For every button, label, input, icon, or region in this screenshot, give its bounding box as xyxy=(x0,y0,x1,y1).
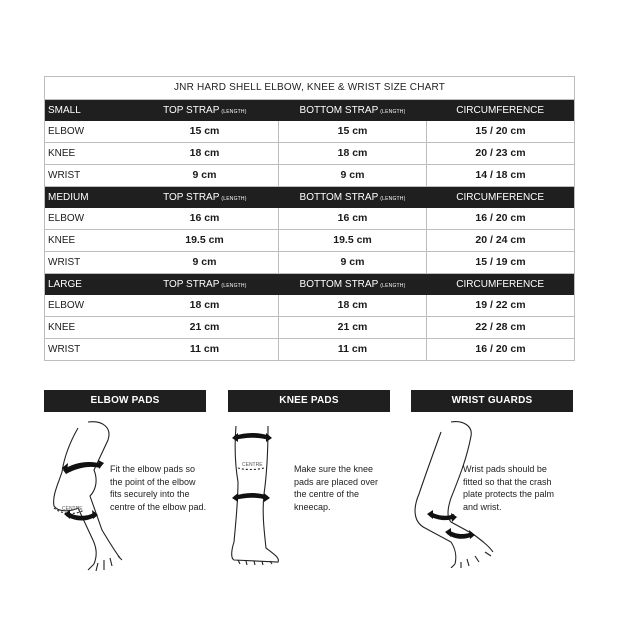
top-strap-value: 11 cm xyxy=(189,343,220,355)
table-row xyxy=(45,121,574,143)
part-label: ELBOW xyxy=(48,300,85,311)
part-label: WRIST xyxy=(48,257,81,268)
top-strap-value: 16 cm xyxy=(189,212,220,224)
circumference-value: 16 / 20 cm xyxy=(426,339,574,360)
part-label: ELBOW xyxy=(48,126,85,137)
col-top-strap: TOP STRAP (LENGTH) xyxy=(163,192,247,203)
size-label: LARGE xyxy=(48,279,82,290)
col-bottom-strap: BOTTOM STRAP (LENGTH) xyxy=(299,279,406,290)
circumference-value: 19 / 22 cm xyxy=(426,295,574,316)
circumference-value: 15 / 19 cm xyxy=(426,252,574,273)
bottom-strap-value: 15 cm xyxy=(278,121,426,142)
circumference-value: 16 / 20 cm xyxy=(426,208,574,229)
size-chart-title: JNR HARD SHELL ELBOW, KNEE & WRIST SIZE CHART xyxy=(45,77,574,100)
col-bottom-strap: BOTTOM STRAP (LENGTH) xyxy=(299,192,406,203)
size-header-large xyxy=(45,274,574,295)
table-row xyxy=(45,339,574,360)
top-strap-value: 21 cm xyxy=(189,321,220,333)
bottom-strap-value: 9 cm xyxy=(278,165,426,186)
col-circumference: CIRCUMFERENCE xyxy=(456,105,545,116)
size-label: MEDIUM xyxy=(48,192,89,203)
top-strap-value: 18 cm xyxy=(189,147,220,159)
elbow-pads-title: ELBOW PADS xyxy=(44,390,206,412)
centre-label: CENTRE xyxy=(62,506,83,512)
bottom-strap-value: 11 cm xyxy=(278,339,426,360)
table-row xyxy=(45,295,574,317)
top-strap-value: 19.5 cm xyxy=(185,234,224,246)
bottom-strap-value: 9 cm xyxy=(278,252,426,273)
leg-knee-icon xyxy=(228,420,288,575)
table-row xyxy=(45,252,574,274)
table-row xyxy=(45,230,574,252)
size-header-small xyxy=(45,100,574,121)
part-label: ELBOW xyxy=(48,213,85,224)
col-circumference: CIRCUMFERENCE xyxy=(456,279,545,290)
col-bottom-strap: BOTTOM STRAP (LENGTH) xyxy=(299,105,406,116)
part-label: KNEE xyxy=(48,148,76,159)
top-strap-value: 18 cm xyxy=(189,299,220,311)
table-row xyxy=(45,143,574,165)
circumference-value: 20 / 24 cm xyxy=(426,230,574,251)
circumference-value: 15 / 20 cm xyxy=(426,121,574,142)
size-header-medium xyxy=(45,187,574,208)
arm-wrist-icon xyxy=(411,418,501,568)
elbow-pads-note: Fit the elbow pads so the point of the elbow fits securely into the centre of the elbow pad. xyxy=(110,464,207,512)
top-strap-value: 9 cm xyxy=(192,256,217,268)
part-label: KNEE xyxy=(48,235,76,246)
top-strap-value: 15 cm xyxy=(189,125,220,137)
part-label: KNEE xyxy=(48,322,76,333)
bottom-strap-value: 19.5 cm xyxy=(278,230,426,251)
circumference-value: 14 / 18 cm xyxy=(426,165,574,186)
elbow-pads-guide xyxy=(44,390,206,620)
part-label: WRIST xyxy=(48,170,81,181)
col-top-strap: TOP STRAP (LENGTH) xyxy=(163,105,247,116)
col-top-strap: TOP STRAP (LENGTH) xyxy=(163,279,247,290)
top-strap-value: 9 cm xyxy=(192,169,217,181)
knee-pads-guide xyxy=(228,390,390,620)
knee-pads-title: KNEE PADS xyxy=(228,390,390,412)
col-circumference: CIRCUMFERENCE xyxy=(456,192,545,203)
size-chart-table xyxy=(44,76,575,361)
circumference-value: 20 / 23 cm xyxy=(426,143,574,164)
table-row xyxy=(45,317,574,339)
centre-label: CENTRE xyxy=(242,462,263,468)
wrist-guards-guide xyxy=(411,390,573,620)
bottom-strap-value: 16 cm xyxy=(278,208,426,229)
table-row xyxy=(45,165,574,187)
size-label: SMALL xyxy=(48,105,81,116)
wrist-guards-title: WRIST GUARDS xyxy=(411,390,573,412)
bottom-strap-value: 21 cm xyxy=(278,317,426,338)
circumference-value: 22 / 28 cm xyxy=(426,317,574,338)
bottom-strap-value: 18 cm xyxy=(278,143,426,164)
table-row xyxy=(45,208,574,230)
knee-pads-note: Make sure the knee pads are placed over the centre of the kneecap. xyxy=(294,464,379,512)
bottom-strap-value: 18 cm xyxy=(278,295,426,316)
part-label: WRIST xyxy=(48,344,81,355)
wrist-guards-note: Wrist pads should be fitted so that the crash plate protects the palm and wrist. xyxy=(463,464,555,512)
